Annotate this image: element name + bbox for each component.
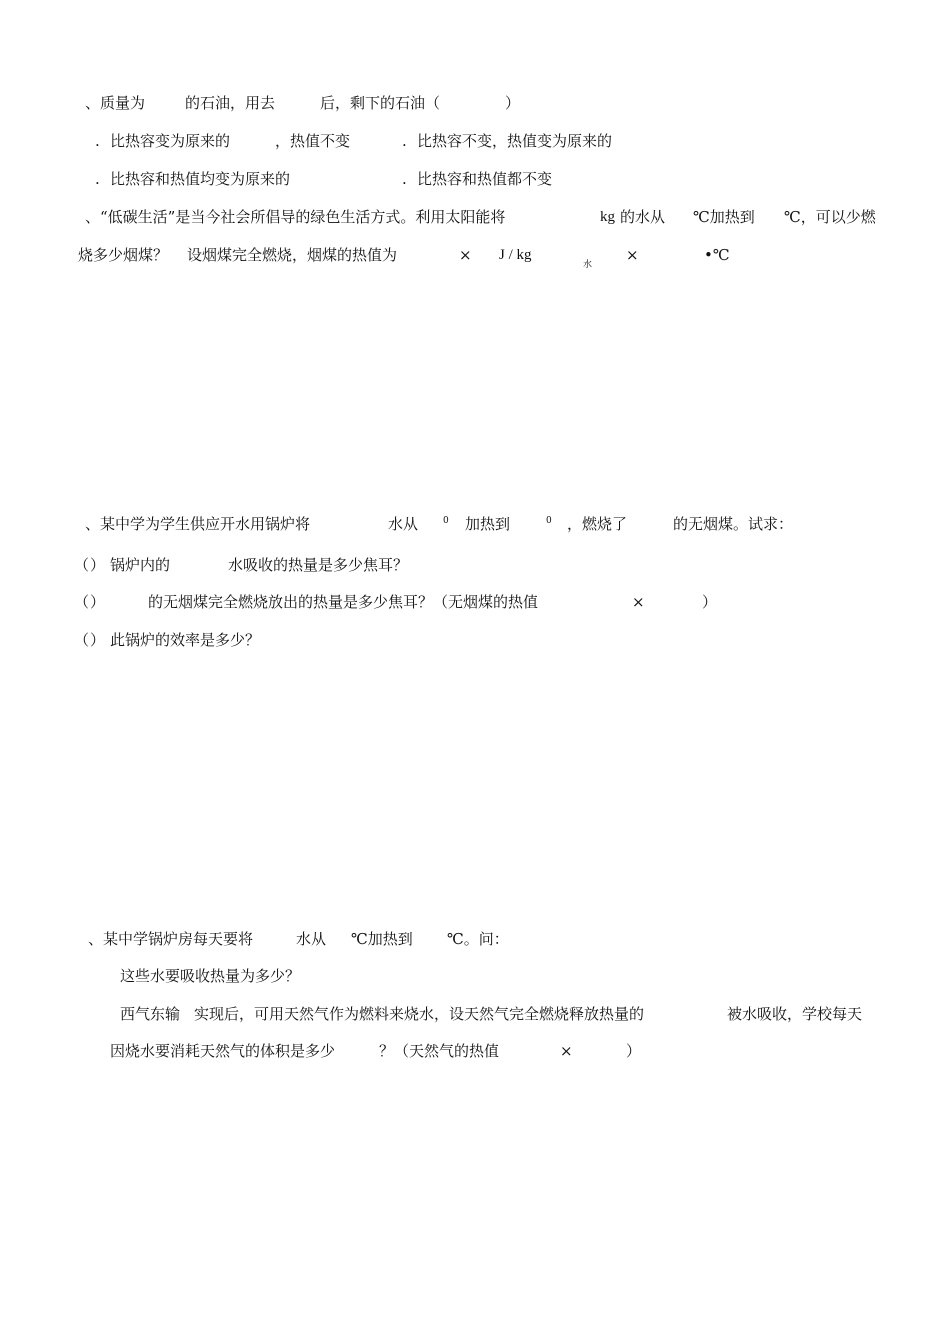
q4-sub3-times: × (560, 1042, 573, 1060)
q2-line1-text-d: ℃加热到 (693, 208, 755, 226)
q4-sub2-text-b: 实现后，可用天然气作为燃料来烧水，设天然气完全燃烧释放热量的 (194, 1005, 645, 1023)
q4-sub1: 这些水要吸收热量为多少？ (120, 967, 301, 985)
q3-sub2-times: × (632, 593, 645, 611)
q3-stem-superscript-a: 0 (443, 516, 449, 526)
q3-stem-text-d: 加热到 (465, 515, 511, 533)
q1-option-d-text: 比热容和热值都不变 (417, 170, 553, 188)
q3-stem-text-f: ，燃烧了 (567, 515, 628, 533)
q2-line2-times-a: × (459, 246, 472, 264)
q2-line1-text-e: ℃，可以少燃 (784, 208, 876, 226)
q3-sub1-text-a: 锅炉内的 (110, 556, 171, 574)
q2-line1-unit-kg: kg (600, 209, 615, 225)
q2-line1-text-c: 的水从 (620, 208, 666, 226)
q3-sub3-paren-close: ） (90, 631, 106, 649)
q3-sub1-text-b: 水吸收的热量是多少焦耳？ (228, 556, 409, 574)
q2-line2-unit-c: •℃ (704, 246, 730, 264)
q4-sub2-text-c: 被水吸收，学校每天 (727, 1005, 863, 1023)
q3-sub2-paren-close: ） (90, 593, 106, 611)
q3-sub3-text-a: 此锅炉的效率是多少？ (110, 631, 261, 649)
q3-stem-text-g: 的无烟煤。试求： (673, 515, 794, 533)
q1-option-a-text-b: ，热值不变 (275, 132, 351, 150)
q3-sub2-text-c: ） (702, 593, 718, 611)
q4-stem-text-d: ℃。问： (447, 930, 509, 948)
q3-sub3-paren-open: （ (74, 631, 90, 649)
q4-stem-text-a: 、某中学锅炉房每天要将 (88, 930, 254, 948)
q1-stem-text-d: ） (505, 94, 521, 112)
q3-sub2-text-a: 的无烟煤完全燃烧放出的热量是多少焦耳？（无烟煤的热值 (148, 593, 539, 611)
q2-line2-unit: J / kg (499, 247, 532, 263)
q1-option-b-dot: . (402, 132, 407, 150)
q1-option-d-dot: . (402, 170, 407, 188)
q3-sub1-paren-close: ） (90, 556, 106, 574)
q2-line2-times-b: × (626, 246, 639, 264)
q2-line2-text-b: 设烟煤完全燃烧，烟煤的热值为 (187, 246, 398, 264)
q2-line2-subscript-water: 水 (583, 260, 593, 270)
q1-stem-text-b: 的石油，用去 (185, 94, 276, 112)
q4-stem-text-b: 水从 (296, 930, 327, 948)
q3-sub1-paren-open: （ (74, 556, 90, 574)
q3-sub2-paren-open: （ (74, 593, 90, 611)
q1-stem-text-a: 、质量为 (85, 94, 146, 112)
q3-stem-text-a: 、某中学为学生供应开水用锅炉将 (85, 515, 311, 533)
q1-option-c-text: 比热容和热值均变为原来的 (110, 170, 291, 188)
q4-sub3-text-a: 因烧水要消耗天然气的体积是多少 (110, 1042, 336, 1060)
q1-stem-text-c: 后，剩下的石油（ (320, 94, 441, 112)
q4-sub3-text-b: ？（天然气的热值 (379, 1042, 500, 1060)
q2-line2-text-a: 烧多少烟煤？ (78, 246, 169, 264)
q1-option-a-text-a: 比热容变为原来的 (110, 132, 231, 150)
q4-sub2-text-a: 西气东输 (120, 1005, 181, 1023)
q4-stem-text-c: ℃加热到 (351, 930, 413, 948)
q1-option-c-dot: . (95, 170, 100, 188)
q3-stem-text-b: 水从 (388, 515, 419, 533)
q1-option-b-text: 比热容不变，热值变为原来的 (417, 132, 613, 150)
q2-line1-text-a: 、“低碳生活”是当今社会所倡导的绿色生活方式。利用太阳能将 (85, 208, 506, 226)
q4-sub3-text-d: ） (626, 1042, 642, 1060)
q1-option-a-dot: . (95, 132, 100, 150)
q3-stem-superscript-b: 0 (546, 516, 552, 526)
